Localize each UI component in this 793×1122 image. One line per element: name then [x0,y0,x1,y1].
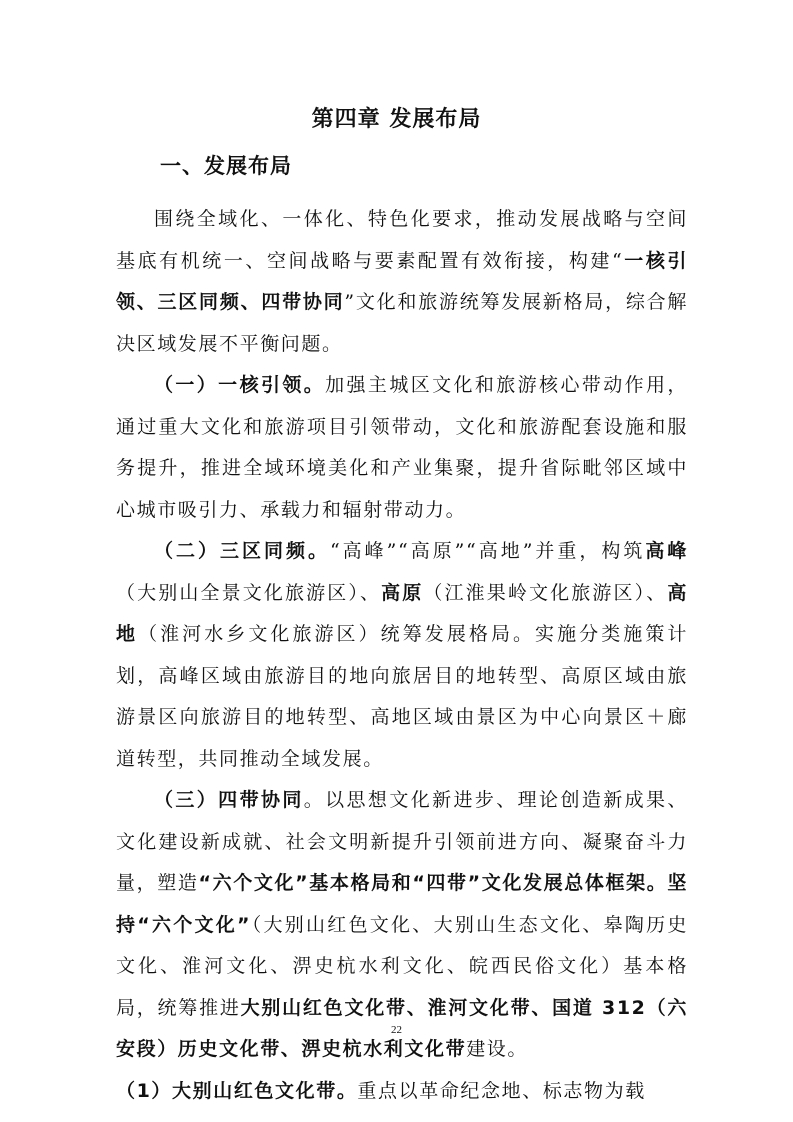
paragraph-one-core [116,365,688,531]
body-text [116,199,688,1112]
three-zones-text-3: （江淮果岭文化旅游区）、 [423,581,668,604]
paragraph-overview [116,199,688,365]
three-zones-text-4: （淮河水乡文化旅游区）统筹发展格局。实施分类施策计划，高峰区域由旅游目的地向旅居目的地转型、高原区域由旅游景区向旅游目的地转型、高地区域由景区为中心向景区＋廊道转型，共同推动全域发展。 [116,623,688,770]
four-belts-heading: （三）四带协同 [154,789,304,811]
three-zones-bold-peak: 高峰 [645,540,688,562]
three-zones-text-2: （大别山全景文化旅游区）、 [116,581,382,604]
red-culture-belt-text: 重点以革命纪念地、标志物为载 [357,1079,646,1102]
four-belts-text-3: 建设。 [466,1038,529,1060]
three-zones-bold-highland: 高地 [116,581,688,645]
three-zones-text-1: “高峰”“高原”“高地”并重，构筑 [329,540,646,562]
paragraph-three-zones [116,531,688,780]
paragraph-red-culture-belt [116,1071,688,1113]
red-culture-belt-heading: （1）大别山红色文化带。 [116,1079,358,1102]
overview-text-2: ”文化和旅游统筹发展新格局，综合解决区域发展不平衡问题。 [116,291,688,355]
three-zones-heading: （二）三区同频。 [154,540,330,562]
overview-bold-layout: 一核引领、三区同频、四带协同 [116,249,688,313]
overview-text-1: 围绕全域化、一体化、特色化要求，推动发展战略与空间基底有机统一、空间战略与要素配置有效衔接，构建“ [116,208,688,272]
four-belts-bold-belts: 大别山红色文化带、淮河文化带、国道 312（六安段）历史文化带、淠史杭水利文化带 [116,996,689,1060]
one-core-heading: （一）一核引领。 [154,374,326,396]
four-belts-text-2: （大别山红色文化、大别山生态文化、皋陶历史文化、淮河文化、淠史杭水利文化、皖西民俗文化）基本格局，统筹推进 [116,913,688,1019]
four-belts-text-1: 。以思想文化新进步、理论创造新成果、文化建设新成就、社会文明新提升引领前进方向、凝聚奋斗力量，塑造 [116,789,688,894]
section-heading: 一、发展布局 [160,154,292,178]
four-belts-bold-framework: “六个文化”基本格局和“四带”文化发展总体框架。坚持“六个文化” [116,872,688,936]
three-zones-bold-plateau: 高原 [381,581,424,604]
page-number: 22 [391,1024,402,1036]
chapter-title: 第四章 发展布局 [311,107,482,132]
one-core-text: 加强主城区文化和旅游核心带动作用，通过重大文化和旅游项目引领带动，文化和旅游配套设施和服务提升，推进全域环境美化和产业集聚，提升省际毗邻区域中心城市吸引力、承载力和辐射带动力。 [116,374,688,521]
